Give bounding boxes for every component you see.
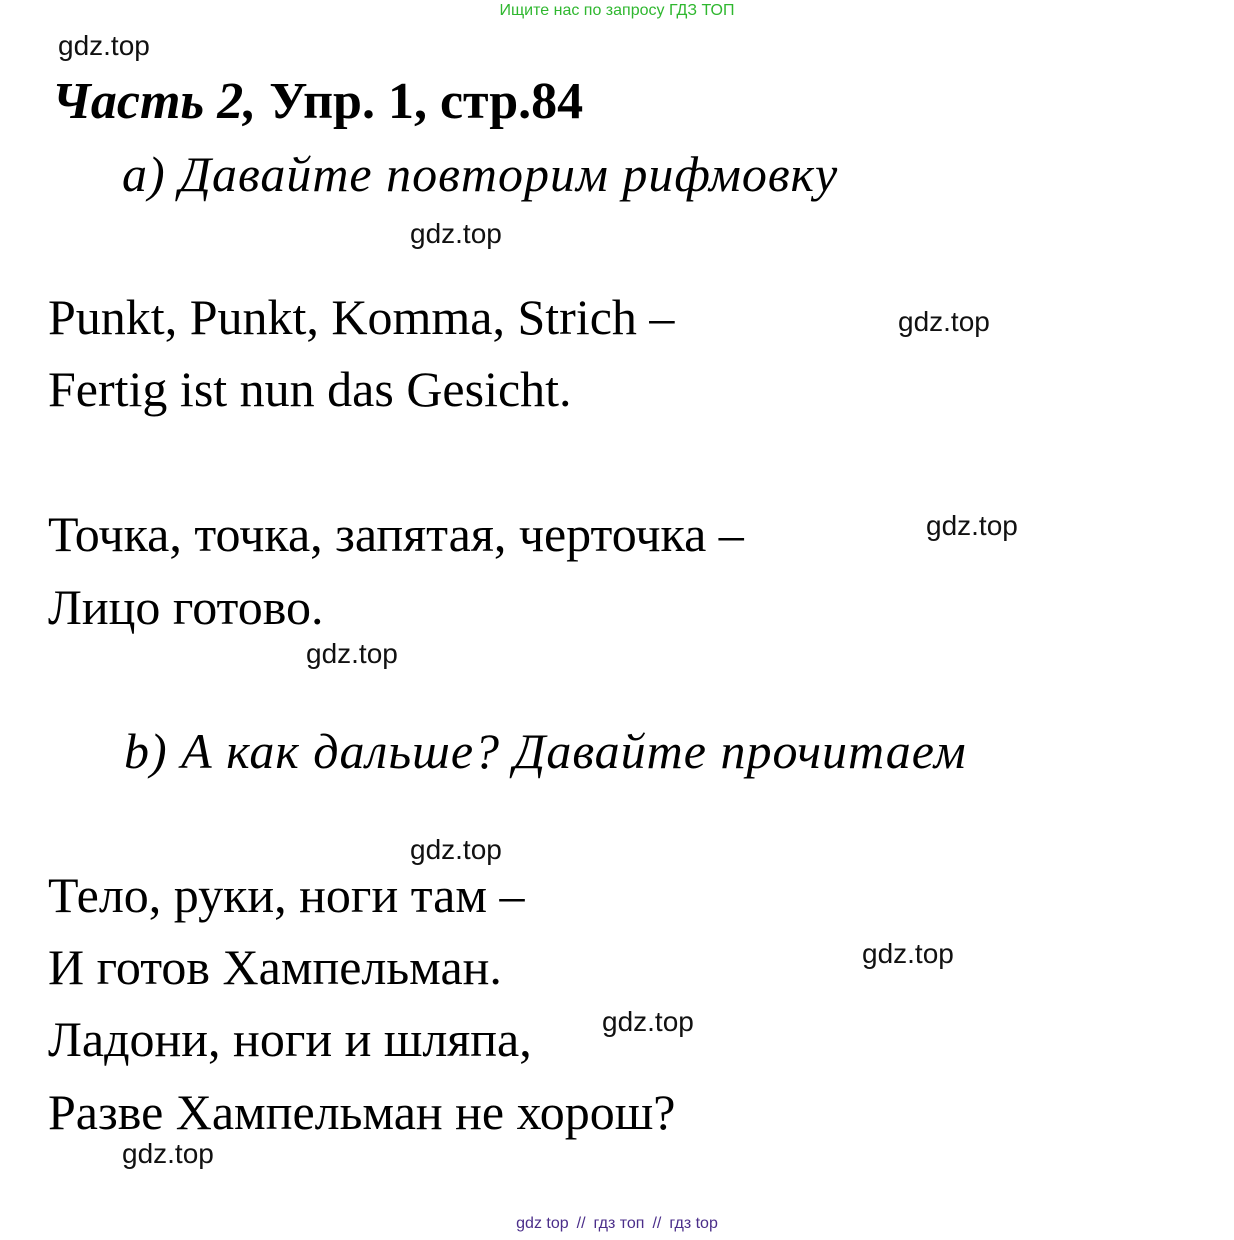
poem-line: Разве Хампельман не хорош? — [48, 1084, 676, 1140]
section-b-heading: b) А как дальше? Давайте прочитаем — [124, 723, 967, 779]
watermark: gdz.top — [410, 218, 502, 249]
poem-line: Fertig ist nun das Gesicht. — [48, 361, 572, 417]
watermark: gdz.top — [602, 1006, 694, 1037]
footer-link[interactable]: гдз топ — [593, 1215, 645, 1232]
poem-line: Ладони, ноги и шляпа, — [48, 1011, 532, 1067]
poem-line: Тело, руки, ноги там – — [48, 867, 525, 923]
footer-separator: // — [652, 1215, 662, 1232]
top-banner: Ищите нас по запросу ГДЗ ТОП — [499, 2, 735, 19]
poem-line: Punkt, Punkt, Komma, Strich – — [48, 289, 675, 345]
watermark: gdz.top — [926, 510, 1018, 541]
page-title — [52, 72, 583, 131]
title-part: Часть 2, — [52, 73, 257, 130]
title-exercise: Упр. 1, стр.84 — [269, 73, 584, 130]
watermark: gdz.top — [58, 30, 150, 61]
watermark: gdz.top — [862, 938, 954, 969]
footer-link[interactable]: gdz top — [516, 1215, 569, 1232]
poem-line: Точка, точка, запятая, черточка – — [48, 506, 744, 562]
footer-link[interactable]: гдз top — [669, 1215, 718, 1232]
watermark: gdz.top — [122, 1138, 214, 1169]
watermark: gdz.top — [306, 638, 398, 669]
footer-separator: // — [576, 1215, 586, 1232]
footer — [0, 1215, 1234, 1233]
section-a-heading: а) Давайте повторим рифмовку — [122, 146, 839, 202]
watermark: gdz.top — [898, 306, 990, 337]
poem-line: Лицо готово. — [48, 579, 324, 635]
watermark: gdz.top — [410, 834, 502, 865]
poem-line: И готов Хампельман. — [48, 939, 502, 995]
